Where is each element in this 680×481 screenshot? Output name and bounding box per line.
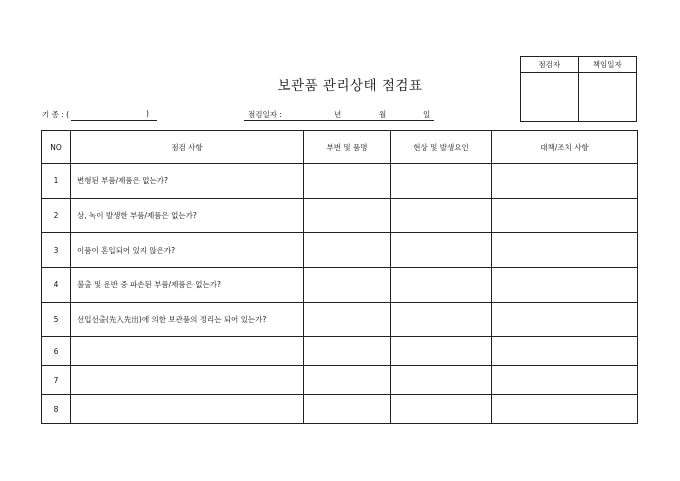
row-cause-cell[interactable]	[391, 302, 492, 337]
row-part-cell[interactable]	[304, 233, 391, 268]
row-action-cell[interactable]	[492, 164, 638, 199]
row-item[interactable]	[71, 337, 304, 366]
row-cause-cell[interactable]	[391, 395, 492, 424]
table-row	[42, 302, 638, 337]
row-item: 이품이 혼입되어 있지 않은가?	[71, 233, 304, 268]
row-action-cell[interactable]	[492, 366, 638, 395]
approval-manager-sign[interactable]	[579, 73, 637, 121]
form-title: 보관품 관리상태 점검표	[277, 78, 423, 94]
row-part-cell[interactable]	[304, 337, 391, 366]
row-no: 7	[42, 366, 71, 395]
row-action-cell[interactable]	[492, 267, 638, 302]
company-field[interactable]	[71, 109, 157, 121]
row-no: 6	[42, 337, 71, 366]
row-item[interactable]	[71, 395, 304, 424]
row-item: 상, 녹이 발생한 부품/제품은 없는가?	[71, 198, 304, 233]
header-cause: 현상 및 발생요인	[391, 131, 492, 164]
row-no: 2	[42, 198, 71, 233]
header-part: 부번 및 품명	[304, 131, 391, 164]
row-no: 4	[42, 267, 71, 302]
company-label: 기 종 : (	[42, 110, 70, 119]
row-part-cell[interactable]	[304, 267, 391, 302]
table-row	[42, 395, 638, 424]
row-part-cell[interactable]	[304, 395, 391, 424]
row-cause-cell[interactable]	[391, 366, 492, 395]
row-item: 선입선출(先入先出)에 의한 보관품의 정리는 되어 있는가?	[71, 302, 304, 337]
row-action-cell[interactable]	[492, 233, 638, 268]
approval-inspector-label: 점검자	[521, 57, 579, 73]
approval-inspector-sign[interactable]	[521, 73, 579, 121]
row-cause-cell[interactable]	[391, 233, 492, 268]
row-action-cell[interactable]	[492, 337, 638, 366]
row-part-cell[interactable]	[304, 198, 391, 233]
company-close: )	[146, 109, 149, 118]
date-day-label: 일	[423, 110, 431, 119]
row-action-cell[interactable]	[492, 198, 638, 233]
row-item: 불출 및 운반 중 파손된 부품/제품은 없는가?	[71, 267, 304, 302]
table-row	[42, 233, 638, 268]
row-item[interactable]	[71, 366, 304, 395]
approval-box	[520, 56, 637, 122]
row-part-cell[interactable]	[304, 302, 391, 337]
row-cause-cell[interactable]	[391, 337, 492, 366]
date-month-label: 월	[379, 110, 387, 119]
header-item: 점검 사항	[71, 131, 304, 164]
row-action-cell[interactable]	[492, 302, 638, 337]
row-no: 8	[42, 395, 71, 424]
row-no: 1	[42, 164, 71, 199]
table-row	[42, 366, 638, 395]
table-row	[42, 337, 638, 366]
date-label: 점검일자 :	[248, 110, 282, 119]
inspection-table	[41, 130, 638, 424]
row-part-cell[interactable]	[304, 164, 391, 199]
header-no: NO	[42, 131, 71, 164]
approval-manager-label: 책임일자	[579, 57, 637, 73]
row-cause-cell[interactable]	[391, 198, 492, 233]
table-row	[42, 164, 638, 199]
row-no: 5	[42, 302, 71, 337]
row-item: 변형된 부품/제품은 없는가?	[71, 164, 304, 199]
header-action: 대책/조치 사항	[492, 131, 638, 164]
table-row	[42, 267, 638, 302]
row-action-cell[interactable]	[492, 395, 638, 424]
row-part-cell[interactable]	[304, 366, 391, 395]
row-cause-cell[interactable]	[391, 267, 492, 302]
date-year-label: 년	[334, 110, 342, 119]
table-header-row	[42, 131, 638, 164]
row-cause-cell[interactable]	[391, 164, 492, 199]
row-no: 3	[42, 233, 71, 268]
table-row	[42, 198, 638, 233]
